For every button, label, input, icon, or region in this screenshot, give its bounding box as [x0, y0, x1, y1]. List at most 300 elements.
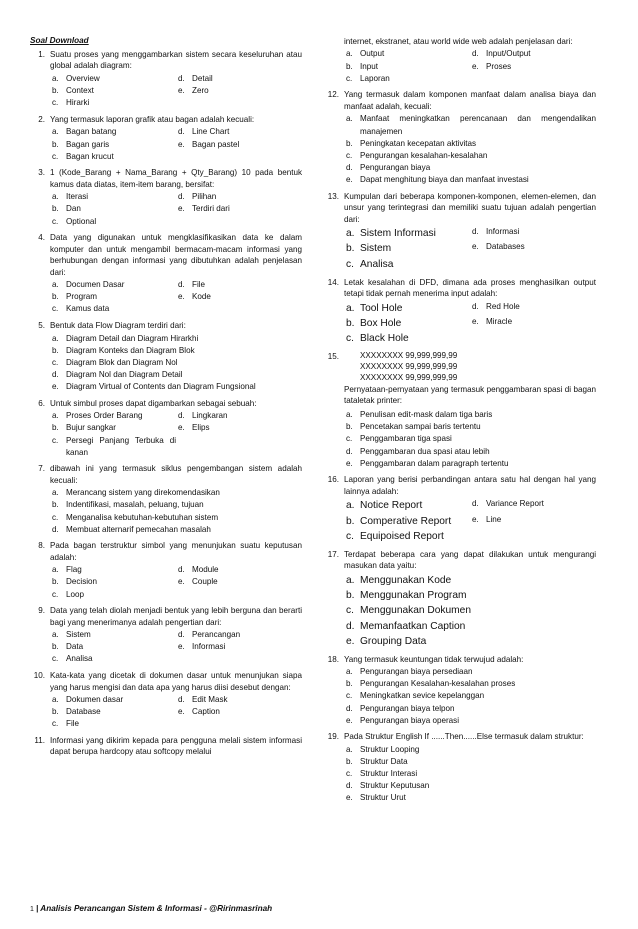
option-label: e.: [52, 382, 59, 392]
option-label: d.: [178, 411, 185, 421]
option-row: [344, 150, 596, 162]
option-item[interactable]: [176, 564, 302, 576]
option-label: c.: [346, 258, 354, 270]
question-number: 10.: [33, 671, 45, 681]
option-item[interactable]: [50, 381, 302, 393]
question-number: 17.: [327, 549, 339, 559]
option-item[interactable]: [344, 514, 470, 529]
option-row: [344, 792, 596, 804]
question-body: [50, 463, 302, 539]
option-text: Module: [192, 565, 219, 575]
option-text: Grouping Data: [360, 635, 427, 647]
option-item[interactable]: [176, 139, 302, 151]
option-group: [344, 48, 596, 84]
option-item[interactable]: [344, 634, 596, 649]
option-label: b.: [52, 642, 59, 652]
option-label: b.: [52, 577, 59, 587]
option-item[interactable]: [344, 603, 596, 618]
option-text: Bujur sangkar: [66, 423, 116, 433]
option-group: [50, 564, 302, 600]
option-label: a.: [346, 114, 353, 124]
option-text: Pengurangan biaya operasi: [360, 715, 459, 725]
question-text: Data yang telah diolah menjadi bentuk yang lebih berguna dan berarti bagi yang menerimanya adalah pengertian dari:: [50, 606, 302, 627]
option-text: Miracle: [486, 316, 513, 326]
question-text: Data yang digunakan untuk mengklasifikasikan data ke dalam komputer dan untuk mengambil bermacam-macam informasi yang berhubungan dengan informasi yang dibutuhkan adalah penjelasan dari:: [50, 233, 302, 277]
option-row: [50, 303, 302, 315]
option-item[interactable]: [344, 138, 596, 150]
option-item[interactable]: [344, 331, 470, 346]
option-label: e.: [346, 458, 353, 468]
option-item[interactable]: [344, 226, 470, 241]
option-label: a.: [52, 127, 59, 137]
option-text: Optional: [66, 216, 97, 226]
question-number: 9.: [38, 606, 45, 616]
option-item[interactable]: [344, 73, 470, 85]
option-item[interactable]: [344, 257, 470, 272]
option-item[interactable]: [50, 410, 176, 422]
option-text: Informasi: [192, 642, 226, 652]
option-item[interactable]: [50, 126, 176, 138]
option-label: a.: [52, 630, 59, 640]
option-item[interactable]: [176, 629, 302, 641]
option-row: [344, 421, 596, 433]
option-text: Pengurangan biaya persediaan: [360, 667, 473, 677]
document-heading: Soal Download: [30, 36, 89, 45]
option-label: e.: [346, 715, 353, 725]
option-item[interactable]: [470, 514, 596, 529]
option-item[interactable]: [344, 301, 470, 316]
option-text: Merancang sistem yang direkomendasikan: [66, 488, 220, 498]
option-item[interactable]: [50, 422, 176, 434]
option-label: d.: [472, 301, 479, 311]
option-item[interactable]: [344, 703, 596, 715]
option-item[interactable]: [50, 333, 302, 345]
option-item[interactable]: [176, 410, 302, 422]
option-row: [344, 573, 596, 588]
option-item[interactable]: [470, 48, 596, 60]
question-text: Bentuk data Flow Diagram terdiri dari:: [50, 321, 186, 331]
question-item: [30, 167, 302, 230]
option-label: b.: [52, 707, 59, 717]
option-item[interactable]: [344, 529, 470, 544]
option-item[interactable]: [470, 61, 596, 73]
option-label: d.: [52, 524, 59, 534]
option-item[interactable]: [50, 216, 176, 228]
option-item[interactable]: [50, 73, 176, 85]
option-item[interactable]: [344, 573, 596, 588]
option-label: c.: [346, 434, 353, 444]
option-item[interactable]: [344, 792, 596, 804]
option-item[interactable]: [344, 241, 470, 256]
option-label: a.: [52, 73, 59, 83]
option-item[interactable]: [50, 487, 302, 499]
option-text: Bagan garis: [66, 139, 110, 149]
option-text: Penggambaran dalam paragraph tertentu: [360, 458, 509, 468]
option-text: Sistem Informasi: [360, 228, 436, 240]
question-text: Yang termasuk laporan grafik atau bagan adalah kecuali:: [50, 114, 255, 124]
option-group: [344, 573, 596, 649]
option-item[interactable]: [176, 576, 302, 588]
option-label: b.: [52, 292, 59, 302]
option-item[interactable]: [344, 162, 596, 174]
option-row: [50, 435, 302, 459]
option-item[interactable]: [344, 421, 596, 433]
option-group: [344, 301, 596, 347]
option-item[interactable]: [344, 316, 470, 331]
option-item[interactable]: [50, 139, 176, 151]
question-item: [324, 731, 596, 807]
question-text: Untuk simbul proses dapat digambarkan sebagai sebuah:: [50, 398, 257, 408]
option-label: b.: [346, 756, 353, 766]
option-text: Elips: [192, 423, 210, 433]
printer-layout-line: XXXXXXXX 99,999,999,99: [360, 361, 458, 371]
option-item[interactable]: [176, 85, 302, 97]
question-body: [50, 670, 302, 733]
option-text: Context: [66, 86, 94, 96]
option-label: b.: [346, 138, 353, 148]
option-label: d.: [178, 630, 185, 640]
option-item[interactable]: [50, 653, 176, 665]
option-item[interactable]: [50, 345, 302, 357]
option-item[interactable]: [50, 203, 176, 215]
option-row: [50, 291, 302, 303]
option-row: [344, 458, 596, 470]
option-group: [344, 666, 596, 727]
option-label: b.: [346, 317, 355, 329]
question-number: 15.: [327, 351, 339, 361]
option-row: [344, 690, 596, 702]
option-item[interactable]: [50, 629, 176, 641]
option-text: Membuat alternarif pemecahan masalah: [66, 524, 211, 534]
option-row: [344, 409, 596, 421]
option-row: [344, 744, 596, 756]
option-item[interactable]: [50, 512, 302, 524]
option-item[interactable]: [50, 291, 176, 303]
option-item[interactable]: [176, 191, 302, 203]
option-label: a.: [346, 49, 353, 59]
option-row: [50, 641, 302, 653]
option-row: [50, 499, 302, 511]
option-label: e.: [178, 139, 185, 149]
option-item[interactable]: [344, 666, 596, 678]
option-row: [50, 653, 302, 665]
option-text: Menggunakan Kode: [360, 574, 452, 586]
option-row: [50, 381, 302, 393]
question-number: 4.: [38, 233, 45, 243]
option-text: Kode: [192, 292, 211, 302]
option-item[interactable]: [50, 369, 302, 381]
option-item[interactable]: [470, 226, 596, 241]
question-body: [50, 605, 302, 668]
option-item[interactable]: [50, 694, 176, 706]
question-item: [30, 232, 302, 318]
option-item[interactable]: [176, 126, 302, 138]
option-text: Line Chart: [192, 127, 230, 137]
option-text: Line: [486, 514, 502, 524]
question-number: 16.: [327, 475, 339, 485]
question-body: [344, 89, 596, 189]
option-label: e.: [178, 707, 185, 717]
option-label: c.: [346, 150, 353, 160]
option-label: d.: [346, 620, 355, 632]
option-item[interactable]: [50, 706, 176, 718]
option-text: Diagram Detail dan Diagram Hirarkhi: [66, 333, 199, 343]
question-body: [50, 735, 302, 758]
option-item[interactable]: [176, 422, 302, 434]
option-item[interactable]: [344, 678, 596, 690]
question-text: Pada Struktur English If ......Then......Else termasuk dalam struktur:: [344, 732, 584, 742]
option-item[interactable]: [176, 279, 302, 291]
option-row: [344, 162, 596, 174]
option-text: Memanfaatkan Caption: [360, 620, 466, 632]
option-item[interactable]: [176, 706, 302, 718]
option-item[interactable]: [470, 498, 596, 513]
question-text: internet, ekstranet, atau world wide web adalah penjelasan dari:: [344, 37, 573, 46]
option-row: [344, 316, 596, 331]
option-label: e.: [178, 86, 185, 96]
option-text: Data: [66, 642, 84, 652]
option-group: [344, 226, 596, 272]
question-item: [324, 191, 596, 275]
option-text: Pengurangan biaya telpon: [360, 703, 455, 713]
option-text: Manfaat meningkatkan perencanaan dan mengendalikan manajemen: [360, 114, 596, 136]
question-number: 14.: [327, 277, 339, 287]
option-item[interactable]: [344, 744, 596, 756]
option-text: Caption: [192, 707, 220, 717]
option-row: [344, 498, 596, 513]
option-item[interactable]: [344, 498, 470, 513]
question-list-right: [324, 36, 596, 808]
option-item[interactable]: [50, 589, 176, 601]
option-text: Sistem: [66, 630, 91, 640]
option-label: e.: [472, 242, 479, 252]
question-body: [344, 277, 596, 350]
question-item: [324, 277, 596, 350]
option-item[interactable]: [50, 303, 176, 315]
option-text: Pengurangan kesalahan-kesalahan: [360, 150, 488, 160]
option-row: [50, 73, 302, 85]
option-item[interactable]: [50, 151, 176, 163]
option-text: Input: [360, 61, 379, 71]
question-item: [30, 540, 302, 603]
option-group: [50, 410, 302, 459]
option-label: d.: [472, 499, 479, 509]
option-item[interactable]: [344, 619, 596, 634]
option-item[interactable]: [176, 694, 302, 706]
option-label: b.: [346, 243, 355, 255]
option-item[interactable]: [344, 588, 596, 603]
option-item[interactable]: [470, 301, 596, 316]
option-item[interactable]: [344, 715, 596, 727]
option-text: Database: [66, 707, 101, 717]
question-body: [50, 320, 302, 396]
option-label: b.: [52, 86, 59, 96]
question-body: [50, 232, 302, 318]
question-item: [30, 114, 302, 166]
option-text: Diagram Nol dan Diagram Detail: [66, 369, 183, 379]
option-row: [50, 576, 302, 588]
option-label: e.: [346, 793, 353, 803]
option-item[interactable]: [344, 61, 470, 73]
option-text: Diagram Blok dan Diagram Nol: [66, 357, 178, 367]
option-item[interactable]: [344, 458, 596, 470]
option-label: d.: [178, 280, 185, 290]
option-text: Lingkaran: [192, 411, 228, 421]
option-item[interactable]: [50, 357, 302, 369]
question-number: 13.: [327, 191, 339, 201]
question-item: [30, 49, 302, 112]
option-label: e.: [178, 577, 185, 587]
option-item[interactable]: [50, 97, 176, 109]
option-item[interactable]: [344, 756, 596, 768]
option-item[interactable]: [176, 641, 302, 653]
option-item[interactable]: [344, 768, 596, 780]
option-row: [50, 718, 302, 730]
question-number: 12.: [327, 90, 339, 100]
option-label: b.: [346, 422, 353, 432]
option-item[interactable]: [344, 690, 596, 702]
option-group: [50, 279, 302, 315]
question-item: [30, 670, 302, 733]
option-label: c.: [52, 98, 59, 108]
option-row: [344, 301, 596, 316]
option-row: [344, 433, 596, 445]
option-row: [344, 241, 596, 256]
option-row: [50, 151, 302, 163]
option-item[interactable]: [344, 780, 596, 792]
option-label: a.: [346, 500, 355, 512]
option-item[interactable]: [50, 499, 302, 511]
option-item[interactable]: [176, 291, 302, 303]
option-item[interactable]: [50, 564, 176, 576]
question-item: [324, 351, 596, 473]
option-item[interactable]: [50, 435, 176, 459]
option-text: Iterasi: [66, 192, 89, 202]
question-number: 8.: [38, 541, 45, 551]
option-text: Proses: [486, 61, 512, 71]
option-item[interactable]: [344, 48, 470, 60]
option-group: [344, 744, 596, 805]
option-item[interactable]: [50, 524, 302, 536]
option-item[interactable]: [50, 641, 176, 653]
option-text: Dapat menghitung biaya dan manfaat investasi: [360, 175, 529, 185]
option-text: File: [192, 280, 206, 290]
option-label: d.: [346, 162, 353, 172]
option-item[interactable]: [344, 174, 596, 186]
option-item[interactable]: [50, 576, 176, 588]
option-label: c.: [52, 216, 59, 226]
question-text: Yang termasuk dalam komponen manfaat dalam analisa biaya dan manfaat adalah, kecuali:: [344, 90, 596, 111]
option-row: [50, 487, 302, 499]
option-label: a.: [346, 228, 355, 240]
option-item[interactable]: [344, 433, 596, 445]
option-label: d.: [472, 227, 479, 237]
option-text: Pengurangan biaya: [360, 162, 431, 172]
question-body: [344, 731, 596, 807]
option-text: Pilihan: [192, 192, 217, 202]
right-column: [324, 36, 596, 809]
option-group: [50, 73, 302, 109]
option-item[interactable]: [470, 241, 596, 256]
option-label: c.: [52, 304, 59, 314]
option-label: a.: [52, 411, 59, 421]
option-group: [50, 333, 302, 394]
option-label: b.: [346, 61, 353, 71]
option-row: [344, 257, 596, 272]
option-row: [50, 694, 302, 706]
question-body: [344, 36, 596, 88]
option-row: [344, 703, 596, 715]
question-text: Kata-kata yang dicetak di dokumen dasar untuk menunjukan siapa yang harus mengisi dan data apa yang harus diisi desebut dengan:: [50, 671, 302, 692]
question-list-left: [30, 49, 302, 758]
option-label: d.: [178, 192, 185, 202]
option-label: c.: [52, 357, 59, 367]
option-item[interactable]: [470, 316, 596, 331]
option-label: b.: [52, 423, 59, 433]
question-number: 19.: [327, 732, 339, 742]
option-item[interactable]: [50, 279, 176, 291]
option-row: [344, 73, 596, 85]
question-item: [324, 36, 596, 88]
option-text: Penulisan edit-mask dalam tiga baris: [360, 410, 493, 420]
option-label: e.: [472, 514, 479, 524]
option-item[interactable]: [344, 150, 596, 162]
option-text: Black Hole: [360, 333, 409, 345]
option-label: c.: [52, 151, 59, 161]
option-row: [344, 678, 596, 690]
option-text: Output: [360, 49, 385, 59]
option-label: c.: [52, 589, 59, 599]
option-row: [344, 715, 596, 727]
option-item[interactable]: [344, 446, 596, 458]
option-row: [344, 619, 596, 634]
option-row: [344, 138, 596, 150]
option-item[interactable]: [50, 191, 176, 203]
question-text: dibawah ini yang termasuk siklus pengembangan sistem adalah kecuali:: [50, 464, 302, 485]
option-row: [50, 369, 302, 381]
option-text: Dokumen dasar: [66, 695, 124, 705]
option-text: Informasi: [486, 227, 520, 237]
printer-layout-line: XXXXXXXX 99,999,999,99: [360, 350, 458, 360]
option-label: b.: [52, 139, 59, 149]
option-row: [50, 97, 302, 109]
option-row: [344, 226, 596, 241]
option-item[interactable]: [176, 203, 302, 215]
option-group: [50, 126, 302, 162]
option-label: a.: [52, 565, 59, 575]
question-text: Laporan yang berisi perbandingan antara satu hal dengan hal yang lainnya adalah:: [344, 475, 596, 496]
option-item[interactable]: [50, 85, 176, 97]
option-label: b.: [52, 500, 59, 510]
option-label: e.: [346, 635, 355, 647]
option-text: Penggambaran dua spasi atau lebih: [360, 446, 490, 456]
footer-label: | Analisis Perancangan Sistem & Informasi - @Ririnmasrinah: [36, 904, 273, 913]
option-item[interactable]: [176, 73, 302, 85]
option-label: d.: [346, 446, 353, 456]
question-item: [30, 320, 302, 396]
option-label: a.: [52, 333, 59, 343]
option-row: [50, 512, 302, 524]
option-item[interactable]: [344, 113, 596, 137]
option-row: [50, 410, 302, 422]
question-number: 1.: [38, 50, 45, 59]
option-label: e.: [472, 61, 479, 71]
option-label: e.: [178, 204, 185, 214]
option-item[interactable]: [344, 409, 596, 421]
option-row: [50, 85, 302, 97]
question-text: Kumpulan dari beberapa komponen-komponen, elemen-elemen, dan unsur yang terintegrasi dan memiliki suatu tujuan adalah pengertian dari:: [344, 191, 596, 224]
option-item[interactable]: [50, 718, 176, 730]
